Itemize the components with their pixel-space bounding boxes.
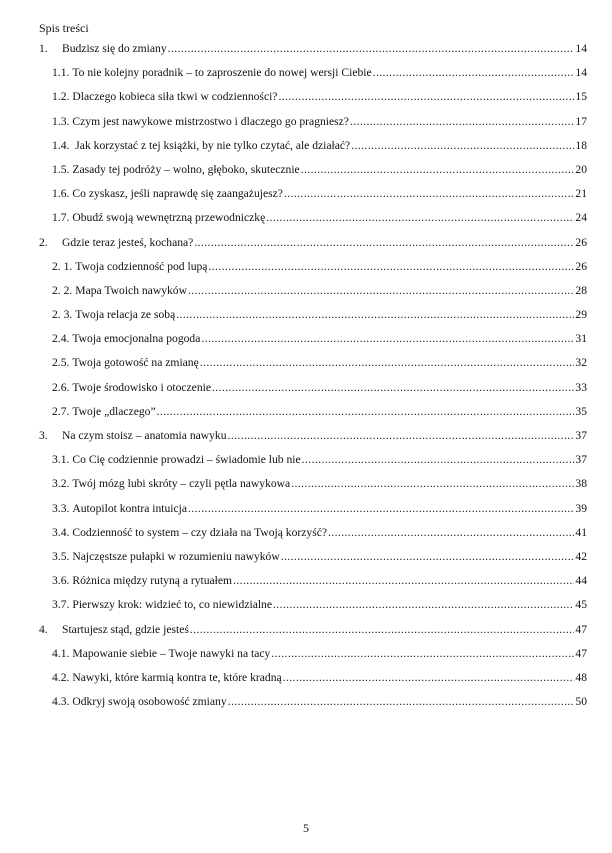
toc-dot-leader	[281, 550, 575, 564]
toc-entry-title: Twój mózg lubi skróty – czyli pętla nawykowa	[72, 477, 291, 491]
toc-dot-leader	[302, 453, 575, 467]
toc-section-entry[interactable]	[39, 405, 587, 429]
toc-entry-page: 38	[575, 477, 587, 491]
toc-entry-title: Mapa Twoich nawyków	[75, 283, 187, 297]
toc-entry-number: 3.2.	[52, 477, 70, 491]
toc-dot-leader	[228, 429, 575, 443]
toc-entry-number: 2.7.	[52, 404, 70, 418]
toc-entry-page: 14	[575, 42, 587, 55]
toc-entry-page: 26	[575, 259, 587, 273]
toc-entry-title: Dlaczego kobieca siła tkwi w codzienności?	[72, 90, 278, 104]
toc-dot-leader	[188, 284, 574, 298]
toc-entry-page: 14	[575, 66, 587, 80]
toc-dot-leader	[190, 623, 575, 637]
toc-entry-number: 4.2.	[52, 670, 70, 684]
toc-entry-page: 33	[575, 380, 587, 394]
toc-chapter-entry[interactable]	[39, 623, 587, 647]
toc-entry-page: 47	[575, 622, 587, 636]
toc-section-entry[interactable]	[39, 187, 587, 211]
toc-entry-page: 24	[575, 211, 587, 225]
toc-dot-leader	[188, 502, 574, 516]
toc-entry-title: Jak korzystać z tej książki, by nie tylko czytać, ale działać?	[72, 138, 351, 152]
toc-entry-number: 1.2.	[52, 90, 70, 104]
toc-entry-number: 2. 2.	[52, 283, 73, 297]
toc-section-entry[interactable]	[39, 671, 587, 695]
toc-section-entry[interactable]	[39, 477, 587, 501]
toc-entry-title: Gdzie teraz jesteś, kochana?	[62, 235, 194, 249]
toc-entry-page: 18	[575, 138, 587, 152]
toc-section-entry[interactable]	[39, 598, 587, 622]
table-of-contents	[39, 42, 587, 719]
toc-section-entry[interactable]	[39, 381, 587, 405]
toc-section-entry[interactable]	[39, 550, 587, 574]
toc-dot-leader	[157, 405, 575, 419]
toc-entry-title: Mapowanie siebie – Twoje nawyki na tacy	[72, 646, 271, 660]
toc-entry-number: 1.	[39, 42, 48, 55]
toc-entry-title: Co Cię codziennie prowadzi – świadomie lub nie	[72, 453, 301, 467]
toc-entry-number: 2.	[39, 235, 48, 249]
toc-section-entry[interactable]	[39, 163, 587, 187]
toc-section-entry[interactable]	[39, 332, 587, 356]
toc-entry-page: 39	[575, 501, 587, 515]
toc-heading: Spis treści	[39, 21, 89, 35]
toc-section-entry[interactable]	[39, 139, 587, 163]
toc-section-entry[interactable]	[39, 260, 587, 284]
toc-entry-page: 32	[575, 356, 587, 370]
toc-entry-title: Twoje „dlaczego”	[72, 404, 156, 418]
toc-entry-number: 2. 3.	[52, 308, 73, 322]
toc-section-entry[interactable]	[39, 526, 587, 550]
toc-section-entry[interactable]	[39, 356, 587, 380]
toc-entry-page: 37	[575, 429, 587, 442]
toc-dot-leader	[228, 695, 575, 709]
toc-dot-leader	[200, 356, 575, 370]
toc-entry-title: Twoje środowisko i otoczenie	[72, 380, 211, 394]
toc-section-entry[interactable]	[39, 695, 587, 719]
toc-dot-leader	[351, 139, 574, 153]
toc-dot-leader	[278, 90, 574, 104]
toc-entry-number: 2.4.	[52, 332, 70, 346]
toc-dot-leader	[176, 308, 574, 322]
toc-dot-leader	[212, 381, 574, 395]
toc-entry-page: 26	[575, 235, 587, 249]
toc-entry-title: To nie kolejny poradnik – to zaproszenie do nowej wersji Ciebie	[72, 66, 372, 80]
toc-entry-page: 31	[575, 332, 587, 346]
toc-entry-title: Najczęstsze pułapki w rozumieniu nawyków	[72, 549, 280, 563]
toc-entry-number: 4.1.	[52, 646, 70, 660]
toc-entry-title: Startujesz stąd, gdzie jesteś	[62, 622, 189, 636]
toc-entry-number: 3.	[39, 429, 48, 442]
toc-section-entry[interactable]	[39, 66, 587, 90]
toc-entry-page: 45	[575, 598, 587, 612]
toc-dot-leader	[283, 671, 575, 685]
toc-entry-page: 48	[575, 670, 587, 684]
toc-section-entry[interactable]	[39, 211, 587, 235]
toc-entry-number: 1.3.	[52, 114, 70, 128]
toc-entry-number: 3.7.	[52, 598, 70, 612]
toc-entry-title: Autopilot kontra intuicja	[72, 501, 188, 515]
toc-entry-title: Zasady tej podróży – wolno, głęboko, skutecznie	[72, 162, 300, 176]
toc-entry-number: 1.1.	[52, 66, 70, 80]
toc-dot-leader	[373, 66, 575, 80]
toc-dot-leader	[301, 163, 575, 177]
toc-entry-title: Twoja relacja ze sobą	[75, 308, 176, 322]
toc-section-entry[interactable]	[39, 308, 587, 332]
toc-dot-leader	[284, 187, 574, 201]
toc-section-entry[interactable]	[39, 647, 587, 671]
toc-entry-title: Twoja gotowość na zmianę	[72, 356, 199, 370]
toc-entry-number: 1.5.	[52, 162, 70, 176]
toc-entry-title: Obudź swoją wewnętrzną przewodniczkę	[72, 211, 266, 225]
toc-entry-title: Pierwszy krok: widzieć to, co niewidzialne	[72, 598, 272, 612]
toc-entry-page: 37	[575, 453, 587, 467]
toc-entry-page: 28	[575, 283, 587, 297]
toc-section-entry[interactable]	[39, 115, 587, 139]
toc-entry-title: Twoja codzienność pod lupą	[75, 259, 208, 273]
toc-entry-number: 2.6.	[52, 380, 70, 394]
toc-section-entry[interactable]	[39, 90, 587, 114]
toc-section-entry[interactable]	[39, 574, 587, 598]
toc-entry-number: 2.5.	[52, 356, 70, 370]
toc-entry-title: Na czym stoisz – anatomia nawyku	[62, 429, 227, 442]
toc-dot-leader	[273, 598, 574, 612]
toc-dot-leader	[201, 332, 574, 346]
toc-dot-leader	[271, 647, 574, 661]
toc-dot-leader	[208, 260, 574, 274]
toc-entry-number: 4.	[39, 622, 48, 636]
toc-entry-number: 3.3.	[52, 501, 70, 515]
toc-dot-leader	[291, 477, 574, 491]
toc-entry-page: 35	[575, 404, 587, 418]
toc-entry-page: 42	[575, 549, 587, 563]
toc-dot-leader	[194, 236, 574, 250]
toc-dot-leader	[350, 115, 574, 129]
toc-entry-number: 1.6.	[52, 187, 70, 201]
toc-entry-page: 21	[575, 187, 587, 201]
toc-entry-page: 15	[575, 90, 587, 104]
toc-chapter-entry[interactable]	[39, 236, 587, 260]
toc-entry-title: Codzienność to system – czy działa na Twoją korzyść?	[72, 525, 327, 539]
toc-entry-page: 41	[575, 525, 587, 539]
toc-entry-number: 3.5.	[52, 549, 70, 563]
toc-entry-number: 3.1.	[52, 453, 70, 467]
toc-entry-number: 3.6.	[52, 574, 70, 588]
toc-entry-page: 44	[575, 574, 587, 588]
toc-dot-leader	[233, 574, 574, 588]
toc-entry-number: 1.7.	[52, 211, 70, 225]
toc-entry-page: 47	[575, 646, 587, 660]
toc-chapter-entry[interactable]	[39, 429, 587, 453]
toc-entry-page: 50	[575, 695, 587, 709]
toc-entry-number: 2. 1.	[52, 259, 73, 273]
toc-entry-page: 20	[575, 162, 587, 176]
toc-entry-title: Nawyki, które karmią kontra te, które kradną	[72, 670, 282, 684]
toc-entry-number: 4.3.	[52, 695, 70, 709]
toc-dot-leader	[328, 526, 574, 540]
toc-chapter-entry[interactable]	[39, 42, 587, 66]
toc-entry-number: 3.4.	[52, 525, 70, 539]
toc-dot-leader	[266, 211, 574, 225]
toc-entry-title: Budzisz się do zmiany	[62, 42, 167, 55]
toc-entry-page: 17	[575, 114, 587, 128]
toc-entry-title: Co zyskasz, jeśli naprawdę się zaangażujesz?	[72, 187, 283, 201]
toc-entry-number: 1.4.	[52, 138, 70, 152]
toc-section-entry[interactable]	[39, 284, 587, 308]
toc-entry-title: Różnica między rutyną a rytuałem	[72, 574, 233, 588]
toc-section-entry[interactable]	[39, 453, 587, 477]
toc-entry-title: Odkryj swoją osobowość zmiany	[72, 695, 227, 709]
toc-entry-title: Twoja emocjonalna pogoda	[72, 332, 201, 346]
toc-dot-leader	[168, 42, 575, 56]
toc-entry-title: Czym jest nawykowe mistrzostwo i dlaczego go pragniesz?	[72, 114, 349, 128]
toc-entry-page: 29	[575, 308, 587, 322]
page-number: 5	[303, 821, 309, 835]
toc-section-entry[interactable]	[39, 502, 587, 526]
